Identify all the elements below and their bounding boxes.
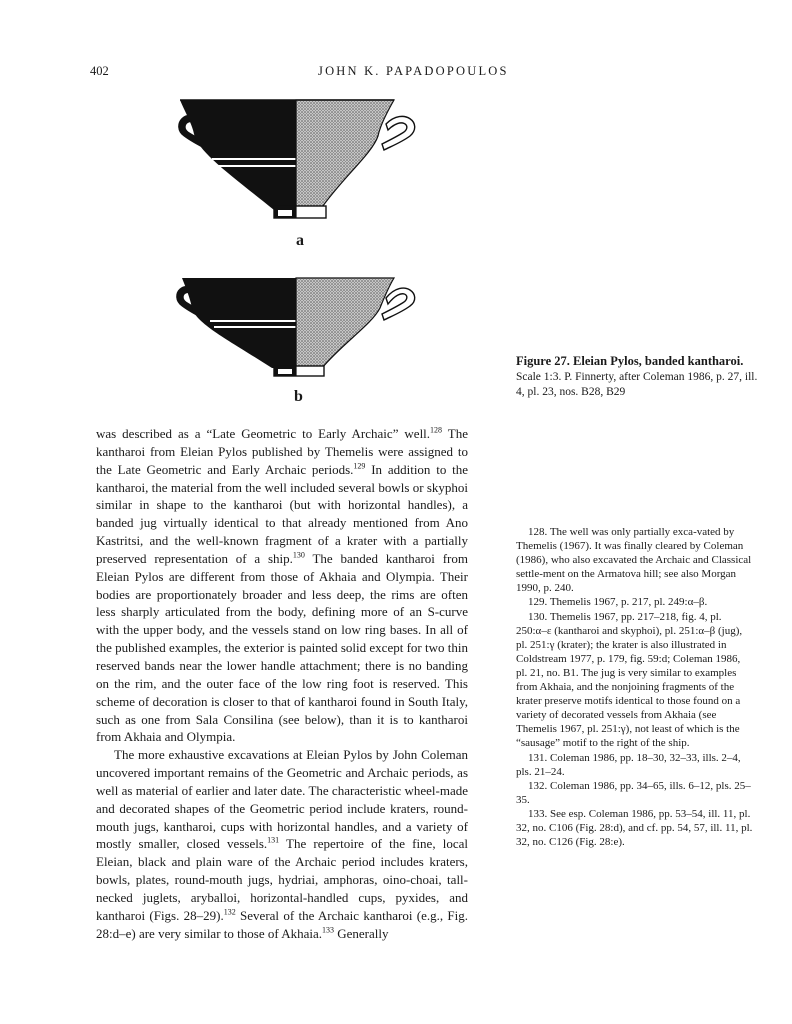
footnote: 129. Themelis 1967, p. 217, pl. 249:α–β. — [528, 596, 708, 609]
footnote: 128. The well was only partially exca-vated by Themelis (1967). It was finally cleared by Coleman (1986), who also excavated the Archaic and Classical settle-ment on the Armatova hill; see also Morgan 1990, p. 240. — [516, 526, 752, 595]
kantharos-drawing-a — [172, 96, 420, 224]
body-left-half — [180, 100, 296, 210]
footnote: 133. See esp. Coleman 1986, pp. 53–54, ill. 11, pl. 32, no. C106 (Fig. 28:d), and cf. pp. 54, 57, ill. 11, pl. 32, no. C126 (Fig. 28:e). — [516, 807, 753, 849]
body-left-half — [182, 278, 296, 368]
body-right-half — [296, 278, 394, 368]
caption-title: Figure 27. Eleian Pylos, banded kantharoi. — [516, 354, 744, 368]
footnotes — [516, 525, 754, 849]
figure-caption — [516, 354, 766, 400]
footnote: 131. Coleman 1986, pp. 18–30, 32–33, ills. 2–4, pls. 21–24. — [516, 751, 741, 778]
body-text — [96, 425, 468, 942]
paragraph: The more exhaustive excavations at Eleian Pylos by John Coleman uncovered important remains of the Geometric and Archaic periods, as well as material of earlier and later date. The characteristic wheel-made and decorated shapes of the Geometric period include kraters, round-mouth jugs, kantharoi, cups with horizontal handles, and a variety of mostly smaller, closed vessels.$^{131}$ The repertoire of the fine, local Eleian, black and plain ware of the Archaic period includes kraters, bowls, plates, round-mouth jugs, hydriai, amphoras, oino-choai, tall-necked juglets, aryballoi, horizontal-handled cups, pyxides, and kantharoi (Figs. 28–29).$^{132}$ Several of the Archaic kantharoi (e.g., Fig. 28:d–e) are very similar to those of Akhaia.$^{133}$ Generally — [96, 747, 468, 941]
panel-label-a: a — [296, 232, 304, 249]
right-handle — [382, 116, 415, 150]
kantharos-drawing-b — [172, 268, 420, 380]
body-right-half — [296, 100, 394, 210]
running-head: JOHN K. PAPADOPOULOS — [318, 64, 509, 78]
footnote: 132. Coleman 1986, pp. 34–65, ills. 6–12, pls. 25–35. — [516, 779, 751, 806]
footnote: 130. Themelis 1967, pp. 217–218, fig. 4, pl. 250:α–ε (kantharoi and skyphoi), pl. 251:α–β (jug), pl. 251:γ (krater); the krater is also illustrated in Coldstream 1977, p. 179, fig. 59:d; Coleman 1986, pl. 21, no. B1. The jug is very similar to examples from Akhaia, and the nonjoining fragments of the krater preserve motifs identical to those found on a variety of decorated vessels from Akhaia (see Themelis 1967, pl. 251:γ), not least of which is the “sausage” motif to the right of the ship. — [516, 610, 743, 750]
paragraph: was described as a “Late Geometric to Early Archaic” well.$^{128}$ The kantharoi from Eleian Pylos published by Themelis were assigned to the Late Geometric and Early Archaic periods.$^{129}$ In addition to the kantharoi, the material from the well included several bowls or skyphoi similar in shape to the kantharoi (but with horizontal handles), a banded jug virtually identical to that already mentioned from Ano Kastritsi, and the well-known fragment of a krater with a partially preserved representation of a ship.$^{130}$ The banded kantharoi from Eleian Pylos are different from those of Akhaia and Olympia. Their bodies are proportionately broader and less deep, the rims are often less sharply articulated from the body, defining more of an S-curve with the upper body, and the vessels stand on low ring bases. In all of the published examples, the exterior is painted solid except for two thin reserved bands near the lower handle attachment; there is no banding on the rim, and the outer face of the low ring foot is reserved. This scheme of decoration is closer to that of kantharoi found in South Italy, such as one from Sala Consilina (see below), than it is to kantharoi from Akhaia and Olympia. — [96, 425, 468, 745]
caption-text: Scale 1:3. P. Finnerty, after Coleman 1986, p. 27, ill. 4, pl. 23, nos. B28, B29 — [516, 371, 758, 398]
panel-label-b: b — [294, 388, 303, 405]
page-number: 402 — [90, 64, 109, 78]
